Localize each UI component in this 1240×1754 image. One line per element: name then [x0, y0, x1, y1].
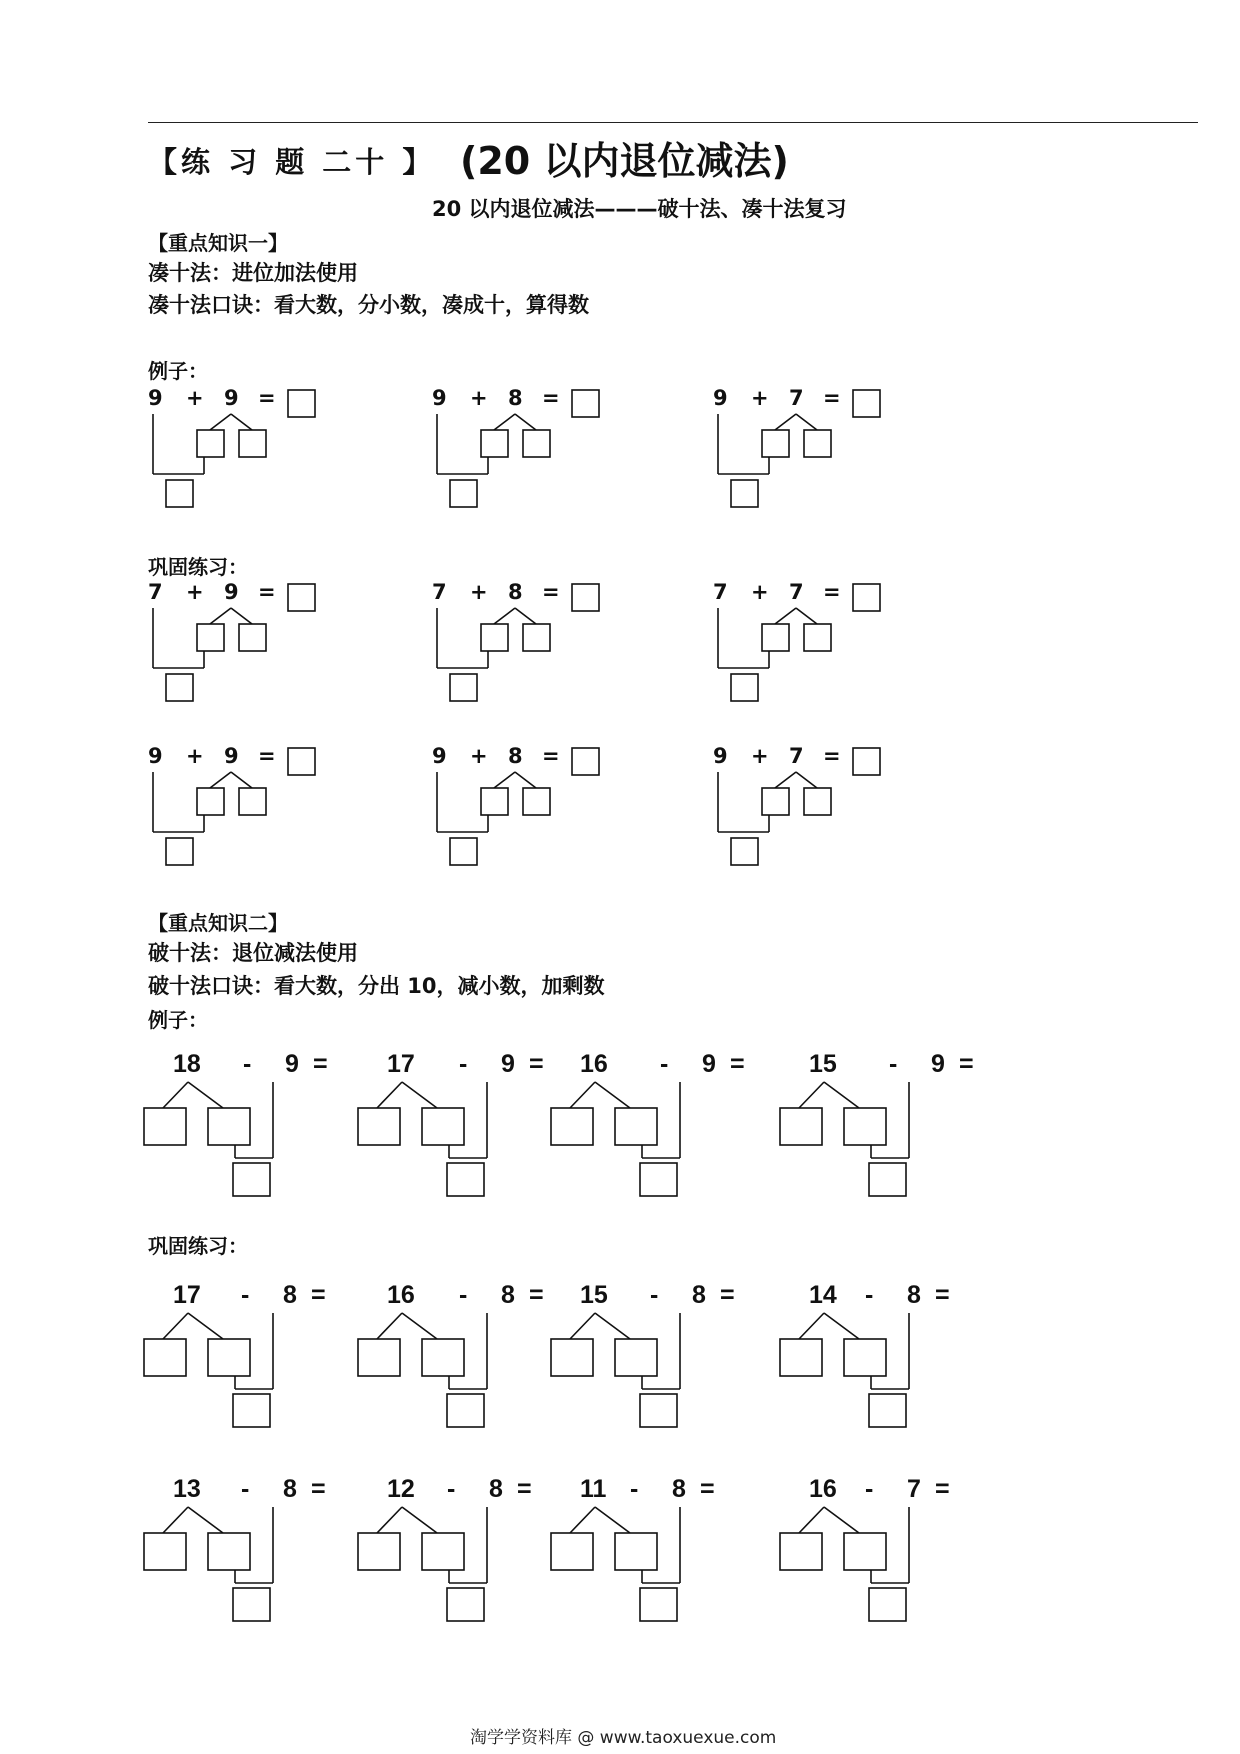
minus-sign: - [650, 1281, 659, 1309]
connector-line [163, 1507, 188, 1533]
equals-sign: = [517, 1475, 532, 1503]
connector-line [824, 1507, 859, 1533]
split-box-right[interactable] [523, 430, 550, 457]
connector-line [515, 414, 536, 430]
subtrahend: 8 [692, 1281, 706, 1309]
minus-sign: - [241, 1475, 250, 1503]
connector-line [402, 1507, 437, 1533]
answer-box[interactable] [288, 748, 315, 775]
plus-sign: + [751, 386, 769, 410]
minuend: 16 [580, 1050, 608, 1078]
addend-a: 9 [713, 744, 728, 768]
minus-sign: - [447, 1475, 456, 1503]
result-box[interactable] [233, 1163, 270, 1196]
section1-example-label: 例子： [148, 359, 208, 383]
minuend: 17 [173, 1281, 201, 1309]
addition-diagram [713, 386, 913, 516]
equals-sign: = [730, 1050, 745, 1078]
split-box-ten[interactable] [358, 1339, 400, 1376]
subtrahend: 9 [931, 1050, 945, 1078]
subtraction-problem [545, 1050, 765, 1195]
plus-sign: + [470, 386, 488, 410]
split-box-left[interactable] [481, 788, 508, 815]
connector-line [595, 1313, 630, 1339]
addend-a: 9 [432, 744, 447, 768]
subtraction-diagram [352, 1475, 572, 1620]
equals-sign: = [258, 386, 276, 410]
minus-sign: - [241, 1281, 250, 1309]
connector-line [231, 608, 252, 624]
minus-sign: - [459, 1281, 468, 1309]
split-box-rest[interactable] [844, 1533, 886, 1570]
split-box-ten[interactable] [780, 1533, 822, 1570]
subtraction-diagram [352, 1050, 572, 1195]
split-box-right[interactable] [804, 430, 831, 457]
sum-box[interactable] [450, 480, 477, 507]
addend-a: 9 [713, 386, 728, 410]
addition-problem [432, 386, 632, 516]
connector-line [494, 772, 515, 788]
subtraction-diagram [545, 1475, 765, 1620]
connector-line [494, 414, 515, 430]
minuend: 15 [580, 1281, 608, 1309]
addend-b: 7 [789, 744, 804, 768]
footer-watermark: 淘学学资料库 @ www.taoxuexue.com [470, 1728, 777, 1748]
connector-line [188, 1507, 223, 1533]
subtraction-problem [352, 1050, 572, 1195]
minus-sign: - [865, 1281, 874, 1309]
answer-box[interactable] [853, 748, 880, 775]
subtraction-problem [352, 1281, 572, 1426]
addition-diagram [713, 744, 913, 874]
result-box[interactable] [447, 1588, 484, 1621]
addend-b: 8 [508, 744, 523, 768]
addend-b: 9 [224, 386, 239, 410]
equals-sign: = [258, 580, 276, 604]
subtrahend: 9 [285, 1050, 299, 1078]
connector-line [377, 1082, 402, 1108]
connector-line [595, 1507, 630, 1533]
subtraction-diagram [774, 1281, 994, 1426]
minus-sign: - [889, 1050, 898, 1078]
addend-b: 7 [789, 386, 804, 410]
connector-line [570, 1313, 595, 1339]
minuend: 12 [387, 1475, 415, 1503]
split-box-rest[interactable] [615, 1339, 657, 1376]
minus-sign: - [865, 1475, 874, 1503]
section1-rule: 凑十法：进位加法使用 [148, 261, 358, 285]
split-box-left[interactable] [762, 788, 789, 815]
sum-box[interactable] [166, 674, 193, 701]
sum-box[interactable] [450, 838, 477, 865]
split-box-ten[interactable] [144, 1533, 186, 1570]
section2-mnemonic: 破十法口诀：看大数，分出 10，减小数，加剩数 [148, 974, 605, 998]
connector-line [515, 608, 536, 624]
equals-sign: = [529, 1281, 544, 1309]
equals-sign: = [542, 580, 560, 604]
subtraction-problem [138, 1050, 358, 1195]
minuend: 14 [809, 1281, 837, 1309]
connector-line [824, 1313, 859, 1339]
answer-box[interactable] [853, 584, 880, 611]
subtrahend: 8 [907, 1281, 921, 1309]
subtraction-problem [774, 1281, 994, 1426]
subtrahend: 8 [501, 1281, 515, 1309]
addition-problem [432, 580, 632, 710]
equals-sign: = [959, 1050, 974, 1078]
result-box[interactable] [233, 1394, 270, 1427]
connector-line [163, 1082, 188, 1108]
header-rule [148, 122, 1198, 123]
connector-line [796, 414, 817, 430]
addition-diagram [432, 386, 632, 516]
connector-line [799, 1082, 824, 1108]
addition-diagram [432, 744, 632, 874]
subtraction-problem [774, 1475, 994, 1620]
split-box-rest[interactable] [208, 1533, 250, 1570]
equals-sign: = [935, 1475, 950, 1503]
plus-sign: + [470, 744, 488, 768]
minuend: 16 [809, 1475, 837, 1503]
split-box-left[interactable] [197, 430, 224, 457]
subtraction-diagram [138, 1281, 358, 1426]
section2-rule: 破十法：退位减法使用 [148, 941, 358, 965]
split-box-right[interactable] [239, 430, 266, 457]
answer-box[interactable] [288, 584, 315, 611]
subtrahend: 8 [489, 1475, 503, 1503]
equals-sign: = [542, 744, 560, 768]
connector-line [377, 1507, 402, 1533]
section1-heading: 【重点知识一】 [148, 231, 288, 255]
addition-problem [148, 386, 348, 516]
subtraction-problem [545, 1475, 765, 1620]
minuend: 11 [580, 1475, 607, 1503]
addend-b: 9 [224, 580, 239, 604]
result-box[interactable] [640, 1394, 677, 1427]
split-box-ten[interactable] [551, 1533, 593, 1570]
subtraction-diagram [545, 1050, 765, 1195]
equals-sign: = [935, 1281, 950, 1309]
equals-sign: = [529, 1050, 544, 1078]
connector-line [210, 608, 231, 624]
subtraction-problem [352, 1475, 572, 1620]
split-box-left[interactable] [197, 788, 224, 815]
split-box-rest[interactable] [422, 1339, 464, 1376]
addition-problem [713, 386, 913, 516]
addend-a: 7 [432, 580, 447, 604]
result-box[interactable] [233, 1588, 270, 1621]
subtraction-problem [138, 1475, 358, 1620]
connector-line [402, 1313, 437, 1339]
split-box-right[interactable] [523, 624, 550, 651]
split-box-rest[interactable] [208, 1339, 250, 1376]
split-box-left[interactable] [481, 430, 508, 457]
answer-box[interactable] [572, 390, 599, 417]
answer-box[interactable] [288, 390, 315, 417]
sum-box[interactable] [450, 674, 477, 701]
split-box-rest[interactable] [844, 1108, 886, 1145]
section2-example-label: 例子： [148, 1008, 208, 1032]
split-box-left[interactable] [481, 624, 508, 651]
worksheet-title: 【练 习 题 二十 】 [148, 145, 436, 179]
plus-sign: + [186, 580, 204, 604]
equals-sign: = [258, 744, 276, 768]
addend-b: 9 [224, 744, 239, 768]
worksheet-topic: (20 以内退位减法) [460, 139, 789, 183]
equals-sign: = [700, 1475, 715, 1503]
minuend: 18 [173, 1050, 201, 1078]
sum-box[interactable] [731, 480, 758, 507]
minus-sign: - [459, 1050, 468, 1078]
connector-line [799, 1313, 824, 1339]
connector-line [231, 772, 252, 788]
connector-line [188, 1082, 223, 1108]
subtraction-problem [774, 1050, 994, 1195]
equals-sign: = [311, 1281, 326, 1309]
split-box-rest[interactable] [208, 1108, 250, 1145]
section1-practice-label: 巩固练习： [148, 555, 248, 579]
subtraction-diagram [352, 1281, 572, 1426]
subtrahend: 8 [283, 1475, 297, 1503]
minus-sign: - [630, 1475, 639, 1503]
subtraction-diagram [545, 1281, 765, 1426]
subtrahend: 8 [672, 1475, 686, 1503]
equals-sign: = [313, 1050, 328, 1078]
section2-practice-label: 巩固练习： [148, 1234, 248, 1258]
split-box-right[interactable] [804, 788, 831, 815]
sum-box[interactable] [166, 838, 193, 865]
split-box-rest[interactable] [844, 1339, 886, 1376]
minus-sign: - [660, 1050, 669, 1078]
connector-line [494, 608, 515, 624]
subtrahend: 9 [702, 1050, 716, 1078]
split-box-rest[interactable] [615, 1108, 657, 1145]
section2-heading: 【重点知识二】 [148, 911, 288, 935]
addend-a: 7 [713, 580, 728, 604]
connector-line [402, 1082, 437, 1108]
addend-b: 8 [508, 386, 523, 410]
plus-sign: + [186, 386, 204, 410]
equals-sign: = [823, 580, 841, 604]
addend-b: 8 [508, 580, 523, 604]
subtraction-diagram [774, 1050, 994, 1195]
addition-diagram [148, 744, 348, 874]
result-box[interactable] [447, 1163, 484, 1196]
addition-problem [713, 580, 913, 710]
result-box[interactable] [869, 1163, 906, 1196]
addition-diagram [713, 580, 913, 710]
split-box-rest[interactable] [422, 1108, 464, 1145]
sum-box[interactable] [731, 674, 758, 701]
connector-line [377, 1313, 402, 1339]
equals-sign: = [823, 744, 841, 768]
addition-diagram [148, 386, 348, 516]
minuend: 17 [387, 1050, 415, 1078]
plus-sign: + [751, 580, 769, 604]
minuend: 16 [387, 1281, 415, 1309]
subtrahend: 8 [283, 1281, 297, 1309]
plus-sign: + [470, 580, 488, 604]
connector-line [796, 772, 817, 788]
equals-sign: = [720, 1281, 735, 1309]
split-box-ten[interactable] [144, 1339, 186, 1376]
subtraction-diagram [138, 1050, 358, 1195]
connector-line [210, 772, 231, 788]
connector-line [775, 608, 796, 624]
plus-sign: + [186, 744, 204, 768]
equals-sign: = [823, 386, 841, 410]
connector-line [163, 1313, 188, 1339]
addition-problem [148, 744, 348, 874]
worksheet-subtitle: 20 以内退位减法———破十法、凑十法复习 [432, 197, 847, 221]
answer-box[interactable] [572, 748, 599, 775]
sum-box[interactable] [166, 480, 193, 507]
addend-b: 7 [789, 580, 804, 604]
connector-line [231, 414, 252, 430]
split-box-ten[interactable] [780, 1108, 822, 1145]
connector-line [824, 1082, 859, 1108]
equals-sign: = [311, 1475, 326, 1503]
answer-box[interactable] [853, 390, 880, 417]
connector-line [775, 414, 796, 430]
addend-a: 9 [148, 386, 163, 410]
split-box-rest[interactable] [422, 1533, 464, 1570]
subtraction-diagram [774, 1475, 994, 1620]
plus-sign: + [751, 744, 769, 768]
split-box-ten[interactable] [780, 1339, 822, 1376]
addition-problem [713, 744, 913, 874]
split-box-left[interactable] [197, 624, 224, 651]
addition-problem [432, 744, 632, 874]
minuend: 15 [809, 1050, 837, 1078]
subtraction-problem [138, 1281, 358, 1426]
split-box-right[interactable] [523, 788, 550, 815]
sum-box[interactable] [731, 838, 758, 865]
result-box[interactable] [447, 1394, 484, 1427]
subtrahend: 9 [501, 1050, 515, 1078]
connector-line [570, 1507, 595, 1533]
connector-line [570, 1082, 595, 1108]
result-box[interactable] [640, 1588, 677, 1621]
split-box-right[interactable] [239, 788, 266, 815]
split-box-left[interactable] [762, 430, 789, 457]
split-box-left[interactable] [762, 624, 789, 651]
connector-line [188, 1313, 223, 1339]
split-box-right[interactable] [239, 624, 266, 651]
minus-sign: - [243, 1050, 252, 1078]
split-box-ten[interactable] [144, 1108, 186, 1145]
connector-line [595, 1082, 630, 1108]
addend-a: 9 [432, 386, 447, 410]
split-box-rest[interactable] [615, 1533, 657, 1570]
split-box-ten[interactable] [551, 1108, 593, 1145]
subtraction-problem [545, 1281, 765, 1426]
minuend: 13 [173, 1475, 201, 1503]
split-box-ten[interactable] [358, 1533, 400, 1570]
connector-line [796, 608, 817, 624]
answer-box[interactable] [572, 584, 599, 611]
addition-problem [148, 580, 348, 710]
addition-diagram [148, 580, 348, 710]
subtrahend: 7 [907, 1475, 921, 1503]
subtraction-diagram [138, 1475, 358, 1620]
result-box[interactable] [869, 1588, 906, 1621]
connector-line [799, 1507, 824, 1533]
split-box-ten[interactable] [358, 1108, 400, 1145]
split-box-ten[interactable] [551, 1339, 593, 1376]
connector-line [775, 772, 796, 788]
addition-diagram [432, 580, 632, 710]
result-box[interactable] [869, 1394, 906, 1427]
result-box[interactable] [640, 1163, 677, 1196]
connector-line [210, 414, 231, 430]
equals-sign: = [542, 386, 560, 410]
addend-a: 7 [148, 580, 163, 604]
connector-line [515, 772, 536, 788]
section1-mnemonic: 凑十法口诀：看大数，分小数，凑成十，算得数 [148, 293, 589, 317]
split-box-right[interactable] [804, 624, 831, 651]
addend-a: 9 [148, 744, 163, 768]
